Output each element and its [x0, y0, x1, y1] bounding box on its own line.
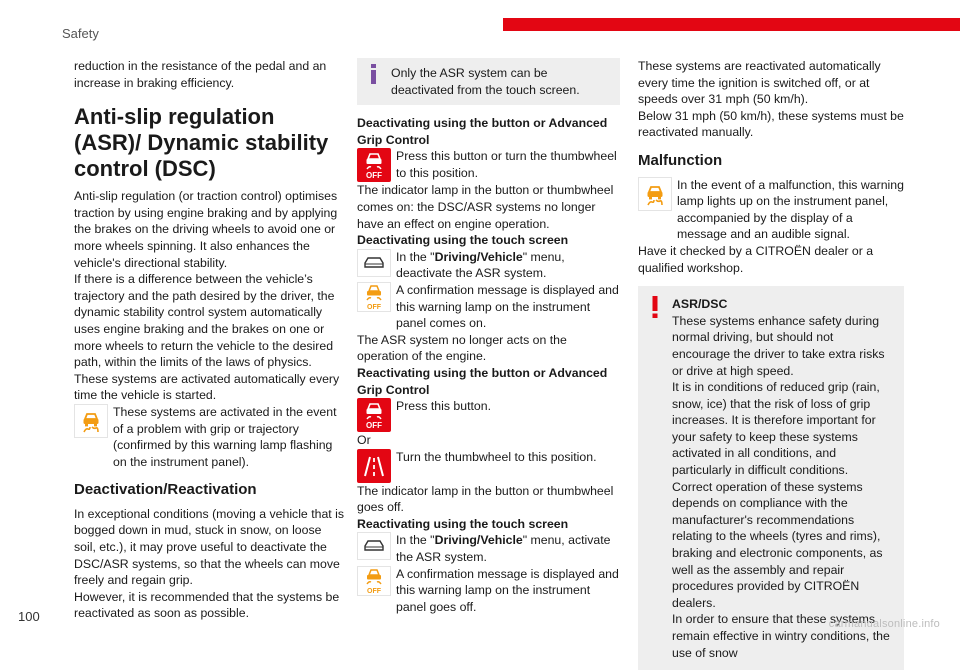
subheading: Reactivating using the touch screen — [357, 516, 569, 531]
off-label: OFF — [367, 587, 381, 595]
or-text: Or — [357, 433, 371, 448]
off-label: OFF — [366, 171, 382, 181]
subheading: Deactivating using the touch screen — [357, 233, 569, 248]
paragraph: A confirmation message is displayed and this warning lamp on the instrument panel comes on. — [396, 282, 619, 331]
skid-warning-lamp-icon — [638, 177, 672, 211]
info-text: Only the ASR system can be deactivated from the touch screen. — [391, 66, 580, 97]
paragraph: A confirmation message is displayed and this warning lamp on the instrument panel goes off. — [396, 566, 619, 614]
paragraph: The indicator lamp in the button or thumbwheel comes on: the DSC/ASR systems no longer have an effect on engine operation. — [357, 183, 614, 231]
warning-title: ASR/DSC — [672, 297, 728, 312]
warning-note — [638, 286, 904, 670]
paragraph: Have it checked by a CITROËN dealer or a qualified workshop. — [638, 243, 874, 275]
warning-text: These systems enhance safety during normal driving, but should not encourage the driver to take extra risks or drive at high speed. — [672, 313, 885, 378]
info-note — [357, 58, 620, 105]
asr-off-warning-lamp-icon — [357, 282, 391, 312]
column-1 — [74, 58, 344, 622]
subheading: Reactivating using the button or Advanced Grip Control — [357, 365, 608, 397]
off-label: OFF — [367, 303, 381, 311]
asr-off-warning-lamp-icon — [357, 566, 391, 596]
skid-warning-lamp-icon — [74, 404, 108, 438]
warning-text: In order to ensure that these systems remain effective in wintry conditions, the use of snow — [672, 612, 890, 660]
paragraph: In the "Driving/Vehicle" menu, activate the ASR system. — [396, 533, 611, 565]
car-outline-icon — [357, 532, 391, 560]
menu-name: Driving/Vehicle — [434, 249, 523, 264]
esc-off-button-icon — [357, 148, 391, 182]
header-accent-bar — [503, 18, 960, 31]
icon-row — [638, 177, 904, 243]
watermark: carmanualsonline.info — [828, 618, 940, 630]
icon-row — [357, 566, 620, 616]
paragraph: Press this button or turn the thumbwheel to this position. — [396, 149, 617, 180]
paragraph: However, it is recommended that the systems be reactivated as soon as possible. — [74, 589, 340, 621]
car-outline-icon — [357, 249, 391, 277]
icon-row — [357, 148, 620, 182]
paragraph: These systems are reactivated automatically every time the ignition is switched off, or at speeds over 31 mph (50 km/h). — [638, 59, 881, 107]
esc-off-button-icon — [357, 398, 391, 432]
subheading: Deactivating using the button or Advanced Grip Control — [357, 116, 608, 147]
paragraph: In the "Driving/Vehicle" menu, deactivate the ASR system. — [396, 249, 565, 281]
section-heading: Malfunction — [638, 151, 723, 169]
column-3 — [638, 58, 904, 670]
info-icon — [367, 64, 381, 84]
paragraph: If there is a difference between the vehicle’s trajectory and the path desired by the driver, the dynamic stability control system automatically uses engine braking and the brakes on one or more wheels to return the vehicle to the desired path, within the limits of the laws of physics. — [74, 272, 335, 370]
paragraph: Press this button. — [396, 399, 492, 414]
paragraph: The ASR system no longer acts on the operation of the engine. — [357, 332, 567, 364]
paragraph: The indicator lamp in the button or thumbwheel goes off. — [357, 483, 614, 515]
road-thumbwheel-icon — [357, 449, 391, 483]
paragraph: In exceptional conditions (moving a vehicle that is bogged down in mud, stuck in snow, on loose soil, etc.), it may prove useful to deactivate the DSC/ASR systems, so that the wheels can move freely and regain grip. — [74, 506, 344, 588]
icon-row — [357, 532, 620, 565]
icon-row — [357, 449, 620, 483]
page-number: 100 — [18, 609, 40, 624]
paragraph: Below 31 mph (50 km/h), these systems must be reactivated manually. — [638, 108, 904, 140]
paragraph: These systems are activated in the event of a problem with grip or trajectory (confirmed by this warning lamp flashing on the instrument panel). — [113, 404, 337, 469]
paragraph: Anti-slip regulation (or traction control) optimises traction by using engine braking and by applying the brakes on the driving wheels to avoid one or more wheels spinning. It also enhances the vehicle's directional stability. — [74, 189, 338, 270]
intro-text: reduction in the resistance of the pedal and an increase in braking efficiency. — [74, 59, 327, 90]
section-heading: Deactivation/Reactivation — [74, 481, 257, 499]
paragraph: In the event of a malfunction, this warning lamp lights up on the instrument panel, accompanied by the display of a message and an audible signal. — [677, 177, 904, 242]
exclamation-icon — [650, 296, 660, 318]
icon-row — [357, 398, 620, 432]
page-title: Anti-slip regulation (ASR)/ Dynamic stability control (DSC) — [74, 104, 329, 182]
paragraph: Turn the thumbwheel to this position. — [396, 449, 597, 464]
warning-text: It is in conditions of reduced grip (rain, snow, ice) that the risk of loss of grip increases. It is therefore important for your safety to keep these systems activated in all conditions, and particularly in difficult conditions. — [672, 380, 880, 478]
icon-row — [357, 249, 620, 282]
paragraph: These systems are activated automatically every time the vehicle is started. — [74, 371, 340, 403]
column-2 — [357, 58, 620, 615]
icon-row — [74, 404, 344, 470]
icon-row — [357, 282, 620, 332]
section-title: Safety — [62, 26, 99, 41]
off-label: OFF — [366, 421, 382, 431]
menu-name: Driving/Vehicle — [434, 533, 523, 548]
warning-text: Correct operation of these systems depends on compliance with the manufacturer's recommendations relating to the wheels (tyres and rims), braking and electronic components, as well as the assembly and repair procedures provided by CITROËN dealers. — [672, 479, 883, 610]
